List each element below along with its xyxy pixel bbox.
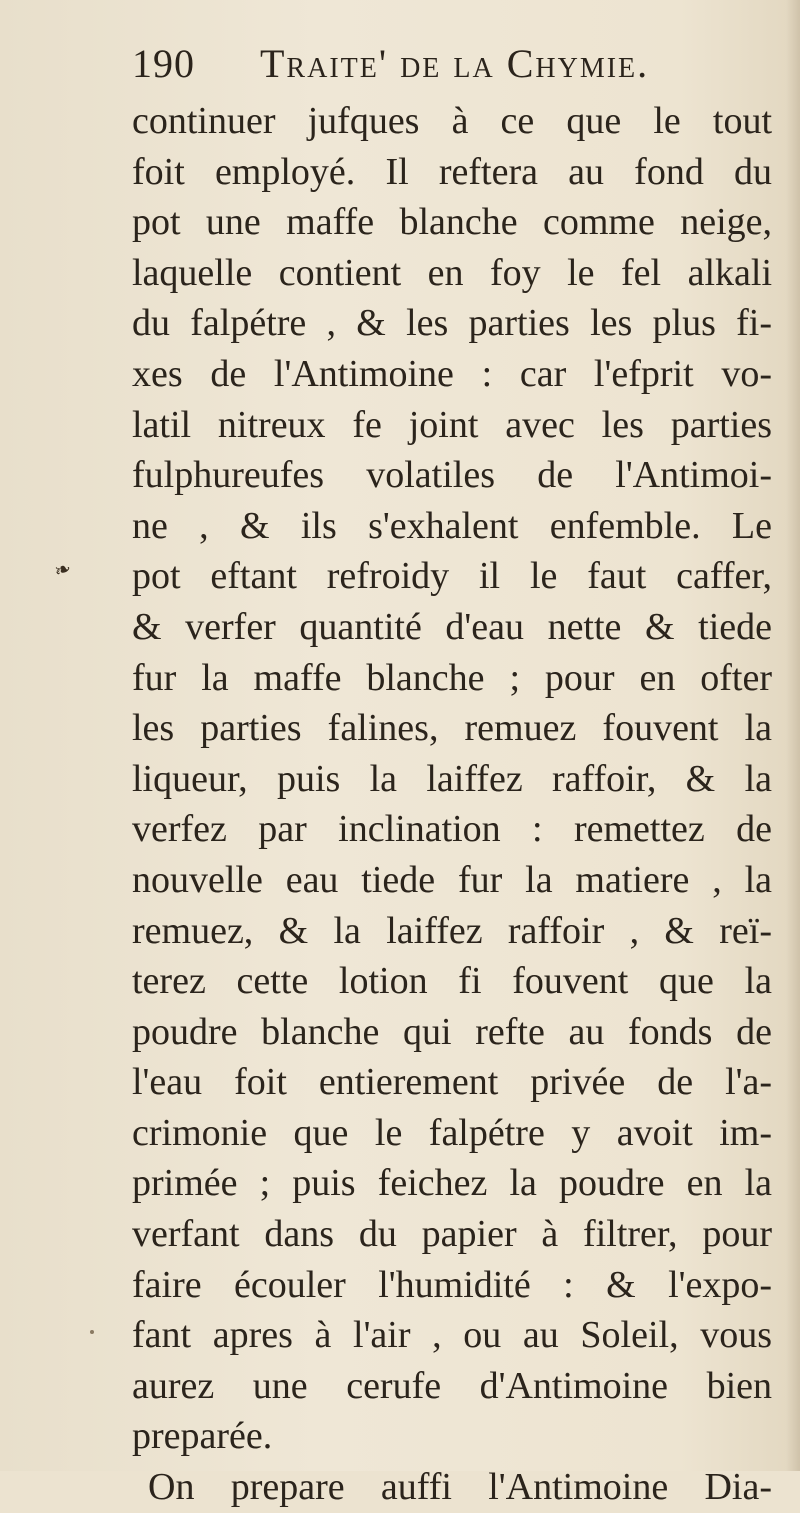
- text-line: fant apres à l'air , ou au Soleil, vous: [132, 1314, 772, 1357]
- text-line: liqueur, puis la laiffez raffoir, & la: [132, 757, 772, 800]
- text-line: faire écouler l'humidité : & l'expo-: [132, 1263, 772, 1306]
- text-line: pot une maffe blanche comme neige,: [132, 201, 772, 244]
- text-line: fulphureufes volatiles de l'Antimoi-: [132, 454, 772, 497]
- text-line: continuer jufques à ce que le tout: [132, 100, 772, 142]
- text-line: aurez une cerufe d'Antimoine bien: [132, 1364, 772, 1407]
- text-line: fur la maffe blanche ; pour en ofter: [132, 656, 772, 699]
- text-line: latil nitreux fe joint avec les parties: [132, 403, 772, 446]
- text-line: laquelle contient en foy le fel alkali: [132, 251, 772, 294]
- margin-fleuron-icon: ❧: [50, 555, 75, 584]
- running-head: Traite' de la Chymie.: [260, 41, 650, 86]
- text-line: poudre blanche qui refte au fonds de: [132, 1010, 772, 1053]
- text-line: terez cette lotion fi fouvent que la: [132, 960, 772, 1003]
- page-edge-shadow: [786, 0, 800, 1471]
- text-line: ne , & ils s'exhalent enfemble. Le: [132, 504, 772, 547]
- text-line: l'eau foit entierement privée de l'a-: [132, 1061, 772, 1104]
- paper-speck: [90, 1330, 94, 1334]
- page-number: 190: [132, 41, 195, 86]
- text-line: nouvelle eau tiede fur la matiere , la: [132, 858, 772, 901]
- text-line: preparée.: [132, 1415, 273, 1458]
- text-line: verfez par inclination : remettez de: [132, 808, 772, 851]
- text-line: foit employé. Il reftera au fond du: [132, 150, 772, 193]
- text-line: pot eftant refroidy il le faut caffer,: [132, 555, 772, 598]
- text-line: xes de l'Antimoine : car l'efprit vo-: [132, 352, 772, 395]
- text-line: primée ; puis feichez la poudre en la: [132, 1162, 772, 1205]
- text-line: crimonie que le falpétre y avoit im-: [132, 1111, 772, 1154]
- body-text: [132, 96, 772, 1513]
- text-line: On prepare auffi l'Antimoine Dia-: [148, 1466, 772, 1509]
- text-line: verfant dans du papier à filtrer, pour: [132, 1213, 772, 1256]
- text-line: les parties falines, remuez fouvent la: [132, 707, 772, 750]
- page-header: [132, 40, 752, 90]
- text-line: remuez, & la laiffez raffoir , & reï-: [132, 909, 772, 952]
- text-line: du falpétre , & les parties les plus fi-: [132, 302, 772, 345]
- text-line: & verfer quantité d'eau nette & tiede: [132, 605, 772, 648]
